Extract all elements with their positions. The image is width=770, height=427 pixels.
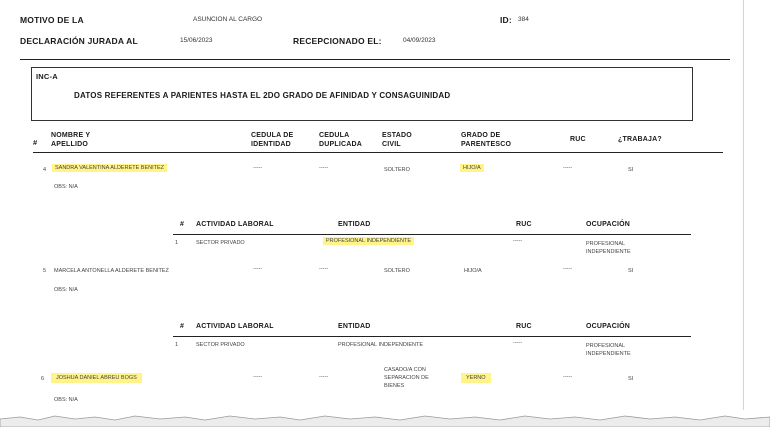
col-ruc: RUC — [570, 136, 586, 143]
row-cedula: ----- — [253, 165, 263, 171]
row-grado: HIJO/A — [460, 164, 484, 172]
columns-divider — [33, 152, 723, 153]
row-estado-civil: CASADO/A CON SEPARACION DE BIENES — [384, 367, 429, 389]
row-ruc: ----- — [563, 374, 573, 380]
sub-row-entidad: PROFESIONAL INDEPENDIENTE — [338, 342, 424, 348]
sub-row-ruc: ----- — [513, 340, 523, 346]
row-trabaja: SI — [628, 167, 634, 173]
header-divider — [20, 59, 730, 60]
row-trabaja: SI — [628, 376, 634, 382]
sub-col-num: # — [180, 221, 185, 228]
row-nombre: SANDRA VALENTINA ALDERETE BENITEZ — [52, 164, 167, 172]
sub-divider — [173, 234, 691, 235]
sub-col-ruc: RUC — [516, 323, 532, 330]
row-obs: OBS: N/A — [54, 397, 78, 403]
sub-row-ocupacion: PROFESIONAL INDEPENDIENTE — [586, 343, 631, 357]
sub-col-actividad: ACTIVIDAD LABORAL — [196, 323, 274, 330]
row-nombre: MARCELA ANTONELLA ALDERETE BENITEZ — [54, 268, 169, 274]
id-value: 384 — [518, 16, 529, 23]
torn-edge — [0, 407, 770, 427]
document-sheet — [3, 0, 767, 427]
col-grado: GRADO DE PARENTESCO — [461, 132, 512, 148]
sub-col-entidad: ENTIDAD — [338, 221, 371, 228]
sub-row-entidad: PROFESIONAL INDEPENDIENTE — [323, 237, 414, 245]
row-duplicada: ----- — [319, 266, 329, 272]
row-cedula: ----- — [253, 374, 263, 380]
sub-divider — [173, 336, 691, 337]
col-trabaja: ¿TRABAJA? — [618, 136, 662, 143]
sub-row-ruc: ----- — [513, 238, 523, 244]
col-cedula-duplicada: CEDULA DUPLICADA — [319, 132, 363, 148]
row-num: 5 — [43, 268, 47, 274]
section-title: DATOS REFERENTES A PARIENTES HASTA EL 2DO GRADO DE AFINIDAD Y CONSAGUINIDAD — [74, 91, 451, 100]
id-label: ID: — [500, 15, 512, 25]
sub-col-entidad: ENTIDAD — [338, 323, 371, 330]
declaracion-label: DECLARACIÓN JURADA AL — [20, 36, 138, 46]
row-duplicada: ----- — [319, 165, 329, 171]
col-estado-civil: ESTADO CIVIL — [382, 132, 412, 148]
col-cedula-identidad: CEDULA DE IDENTIDAD — [251, 132, 294, 148]
col-nombre: NOMBRE Y APELLIDO — [51, 132, 91, 148]
recepcionado-label: RECEPCIONADO EL: — [293, 36, 382, 46]
row-estado-civil: SOLTERO — [384, 268, 410, 274]
sub-col-actividad: ACTIVIDAD LABORAL — [196, 221, 274, 228]
row-estado-civil: SOLTERO — [384, 167, 410, 173]
motivo-value: ASUNCION AL CARGO — [193, 16, 263, 23]
row-obs: OBS: N/A — [54, 184, 78, 190]
sub-col-num: # — [180, 323, 185, 330]
sub-row-actividad: SECTOR PRIVADO — [196, 240, 245, 246]
row-num: 4 — [43, 167, 47, 173]
row-trabaja: SI — [628, 268, 634, 274]
row-grado: YERNO — [461, 373, 491, 383]
sub-row-ocupacion: PROFESIONAL INDEPENDIENTE — [586, 241, 631, 255]
sub-col-ocupacion: OCUPACIÓN — [586, 221, 631, 228]
sub-row-num: 1 — [175, 240, 179, 246]
row-grado: HIJO/A — [464, 268, 482, 274]
row-ruc: ----- — [563, 165, 573, 171]
row-nombre: JOSHUA DANIEL ABREU BOGS — [51, 373, 142, 383]
row-cedula: ----- — [253, 266, 263, 272]
section-box — [31, 67, 693, 121]
sub-row-actividad: SECTOR PRIVADO — [196, 342, 245, 348]
row-duplicada: ----- — [319, 374, 329, 380]
sub-row-num: 1 — [175, 342, 179, 348]
recepcionado-value: 04/09/2023 — [403, 37, 436, 44]
row-ruc: ----- — [563, 266, 573, 272]
declaracion-value: 15/06/2023 — [180, 37, 213, 44]
page-edge — [743, 0, 744, 410]
sub-col-ruc: RUC — [516, 221, 532, 228]
section-code: INC-A — [36, 72, 58, 81]
sub-col-ocupacion: OCUPACIÓN — [586, 323, 631, 330]
row-obs: OBS: N/A — [54, 287, 78, 293]
col-num: # — [33, 138, 38, 147]
row-num: 6 — [41, 376, 45, 382]
motivo-label: MOTIVO DE LA — [20, 15, 84, 25]
